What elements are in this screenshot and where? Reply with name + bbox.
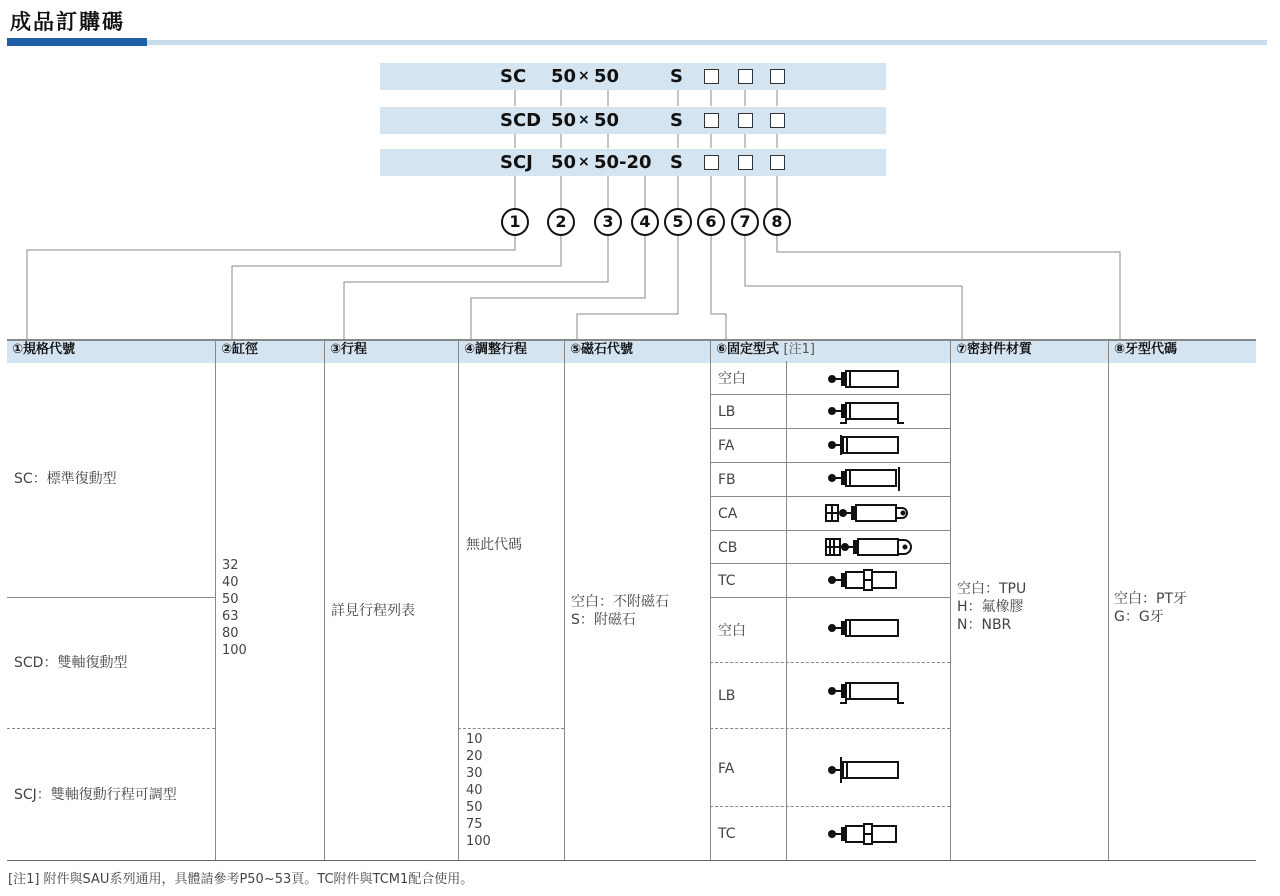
type-scd: SCD：雙軸復動型 (14, 655, 128, 671)
mount-code: TC (718, 573, 736, 589)
column-border (324, 339, 325, 860)
number-circle-6: 6 (697, 208, 725, 236)
cylinder-fb-icon (826, 466, 906, 492)
column-border (710, 339, 711, 860)
column-border (1108, 339, 1109, 860)
number-circle-4: 4 (631, 208, 659, 236)
header-thread: ⑧牙型代碼 (1114, 342, 1178, 357)
adjust-list: 10 20 30 40 50 75 100 (466, 732, 491, 849)
code-stroke: 50 (594, 152, 620, 173)
mount-row-separator (710, 428, 950, 429)
page-title: 成品訂購碼 (10, 10, 125, 34)
mount-code: FB (718, 472, 736, 488)
cylinder-cb-icon (824, 536, 914, 558)
footnote: [注1] 附件與SAU系列通用，具體請參考P50~53頁。TC附件與TCM1配合使用。 (8, 872, 474, 887)
number-circle-2: 2 (547, 208, 575, 236)
code-magnet: S (670, 66, 683, 87)
cylinder-fa-icon (826, 756, 902, 784)
blank-box (738, 113, 753, 128)
mount-row-separator (710, 462, 950, 463)
blank-box (738, 69, 753, 84)
cylinder-ca-icon (824, 502, 914, 524)
mount-row-separator (710, 496, 950, 497)
code-stroke: 50 (594, 110, 620, 131)
code-band-sc (380, 63, 886, 90)
blank-box (770, 69, 785, 84)
cylinder-fa-icon (826, 434, 902, 456)
code-magnet: S (670, 152, 683, 173)
mount-code: LB (718, 404, 736, 420)
cylinder-basic-icon (826, 618, 902, 638)
header-adjust-stroke: ④調整行程 (464, 342, 528, 357)
code-model: SC (500, 66, 527, 87)
seal-options: 空白：TPU H：氟橡膠 N：NBR (957, 581, 1027, 633)
bore-list: 32 40 50 63 80 100 (222, 558, 247, 658)
cylinder-lb-icon (826, 401, 910, 425)
blank-box (738, 155, 753, 170)
mount-row-separator (710, 530, 950, 531)
blank-box (704, 113, 719, 128)
mount-code: CA (718, 506, 738, 522)
row-separator (7, 597, 215, 598)
mount-code: 空白 (718, 623, 746, 639)
code-adjust: -20 (619, 152, 652, 173)
blank-box (704, 69, 719, 84)
code-model: SCJ (500, 152, 533, 173)
header-mounting-note: [注1] (783, 342, 815, 357)
blank-box (704, 155, 719, 170)
column-border (564, 339, 565, 860)
stroke-note: 詳見行程列表 (331, 603, 415, 619)
mount-inner-border (786, 361, 787, 860)
header-spec-code: ①規格代號 (12, 342, 76, 357)
mount-code: FA (718, 438, 735, 454)
table-bottom-border (7, 860, 1256, 861)
number-circle-3: 3 (594, 208, 622, 236)
code-times: × (578, 112, 590, 128)
thread-options: 空白：PT牙 G：G牙 (1114, 591, 1187, 625)
cylinder-tc-icon (826, 823, 902, 845)
mount-row-separator (710, 394, 950, 395)
mount-code: TC (718, 826, 736, 842)
blank-box (770, 155, 785, 170)
mount-code: FA (718, 761, 735, 777)
header-bore: ②缸徑 (221, 342, 259, 357)
mount-row-separator-dashed (710, 728, 950, 729)
cylinder-lb-icon (826, 681, 910, 705)
mount-row-separator-dashed (710, 662, 950, 663)
number-circle-7: 7 (731, 208, 759, 236)
type-scj: SCJ：雙軸復動行程可調型 (14, 787, 177, 803)
column-border (215, 339, 216, 860)
mount-row-separator (710, 597, 950, 598)
code-bore: 50 (551, 110, 577, 131)
code-magnet: S (670, 110, 683, 131)
code-band-scd (380, 107, 886, 134)
mount-code: LB (718, 688, 736, 704)
column-border (950, 339, 951, 860)
cylinder-tc-icon (826, 569, 902, 591)
row-separator-dashed (7, 728, 215, 729)
type-sc: SC：標準復動型 (14, 471, 117, 487)
number-circle-5: 5 (664, 208, 692, 236)
mount-row-separator-dashed (710, 806, 950, 807)
code-bore: 50 (551, 152, 577, 173)
header-seal: ⑦密封件材質 (956, 342, 1033, 357)
code-times: × (578, 154, 590, 170)
code-bore: 50 (551, 66, 577, 87)
number-circle-1: 1 (501, 208, 529, 236)
mount-row-separator (710, 563, 950, 564)
number-circle-8: 8 (763, 208, 791, 236)
header-stroke: ③行程 (330, 342, 368, 357)
row-separator-dashed (458, 728, 564, 729)
mount-code: 空白 (718, 371, 746, 387)
header-magnet: ⑤磁石代號 (570, 342, 634, 357)
magnet-options: 空白：不附磁石 S：附磁石 (571, 594, 669, 628)
code-stroke: 50 (594, 66, 620, 87)
cylinder-basic-icon (826, 369, 902, 389)
adjust-none: 無此代碼 (466, 537, 522, 553)
code-model: SCD (500, 110, 542, 131)
code-times: × (578, 68, 590, 84)
header-mounting: ⑥固定型式 [注1] (716, 342, 815, 357)
column-border (458, 339, 459, 860)
blank-box (770, 113, 785, 128)
mount-code: CB (718, 540, 738, 556)
